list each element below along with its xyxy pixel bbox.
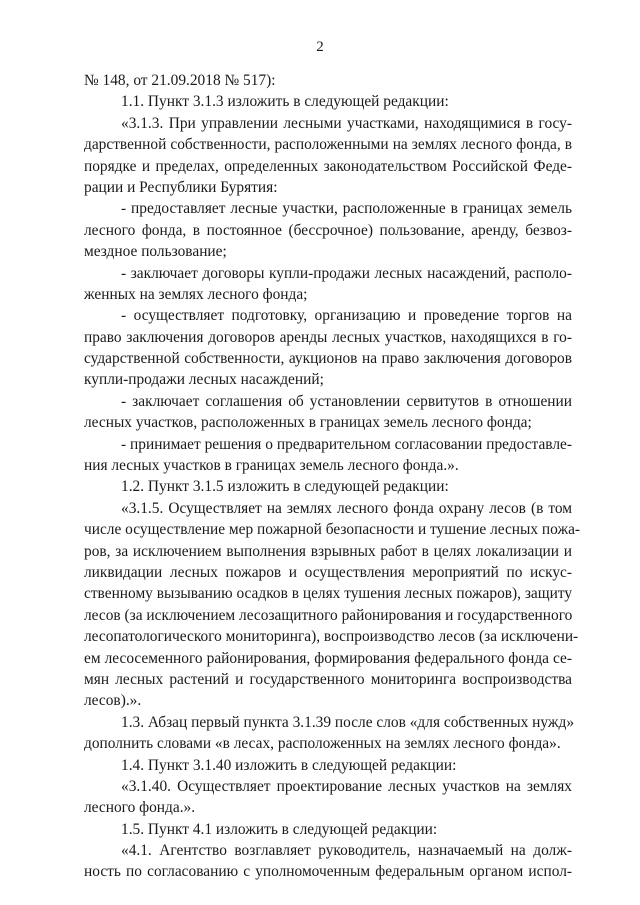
text-line: ем лесосеменного районирования, формирования федерального фонда се- xyxy=(84,649,572,667)
text-line: ность по согласованию с уполномоченным федеральным органом испол- xyxy=(84,863,572,881)
text-line: купли-продажи лесных насаждений; xyxy=(84,371,324,389)
text-line: ликвидации лесных пожаров и осуществления мероприятий по искус- xyxy=(84,563,572,581)
text-line: 1.2. Пункт 3.1.5 изложить в следующей редакции: xyxy=(121,478,449,496)
text-line: дополнить словами «в лесах, расположенных на землях лесного фонда». xyxy=(84,735,561,753)
page-number: 2 xyxy=(316,39,324,55)
text-line: «3.1.3. При управлении лесными участками, находящимися в госу- xyxy=(121,114,572,132)
text-line: числе осуществление мер пожарной безопасности и тушение лесных пожа- xyxy=(84,521,581,539)
text-line: «4.1. Агентство возглавляет руководитель, назначаемый на долж- xyxy=(121,842,572,860)
text-line: - принимает решения о предварительном согласовании предоставле- xyxy=(121,435,572,453)
text-line: - заключает соглашения об установлении сервитутов в отношении xyxy=(121,392,572,410)
text-line: 1.1. Пункт 3.1.3 изложить в следующей редакции: xyxy=(121,93,449,111)
text-line: женных на землях лесного фонда; xyxy=(84,285,308,303)
text-line: «3.1.40. Осуществляет проектирование лесных участков на землях xyxy=(121,777,572,795)
text-line: сударственной собственности, аукционов на право заключения договоров xyxy=(84,350,572,368)
text-line: право заключения договоров аренды лесных участков, находящихся в го- xyxy=(84,328,572,346)
text-line: порядке и пределах, определенных законодательством Российской Феде- xyxy=(84,157,572,175)
document-body xyxy=(84,70,581,883)
text-line: дарственной собственности, расположенными на землях лесного фонда, в xyxy=(84,136,572,154)
text-line: «3.1.5. Осуществляет на землях лесного фонда охрану лесов (в том xyxy=(121,499,572,517)
text-line: 1.3. Абзац первый пункта 3.1.39 после слов «для собственных нужд» xyxy=(121,713,575,731)
text-line: - предоставляет лесные участки, расположенные в границах земель xyxy=(121,200,572,218)
text-line: лесного фонда, в постоянное (бессрочное) пользование, аренду, безвоз- xyxy=(84,221,572,239)
text-line: лесных участков, расположенных в границах земель лесного фонда; xyxy=(84,414,532,432)
text-line: мездное пользование; xyxy=(84,243,227,261)
text-line: лесов).». xyxy=(84,692,142,710)
text-line: № 148, от 21.09.2018 № 517): xyxy=(84,72,276,89)
text-line: лесного фонда.». xyxy=(84,799,196,817)
text-line: мян лесных растений и государственного мониторинга воспроизводства xyxy=(84,670,572,688)
text-line: ров, за исключением выполнения взрывных работ в целях локализации и xyxy=(84,542,572,560)
text-line: лесов (за исключением лесозащитного районирования и государственного xyxy=(84,606,573,624)
text-line: рации и Республики Бурятия: xyxy=(84,178,278,196)
text-line: 1.4. Пункт 3.1.40 изложить в следующей редакции: xyxy=(121,756,457,774)
text-line: ственному вызыванию осадков в целях тушения лесных пожаров), защиту xyxy=(84,585,573,603)
text-line: лесопатологического мониторинга), воспроизводство лесов (за исключени- xyxy=(84,628,579,646)
text-line: - осуществляет подготовку, организацию и проведение торгов на xyxy=(121,307,572,325)
text-line: - заключает договоры купли-продажи лесных насаждений, располо- xyxy=(121,264,572,282)
text-line: ния лесных участков в границах земель лесного фонда.». xyxy=(84,457,459,475)
text-line: 1.5. Пункт 4.1 изложить в следующей редакции: xyxy=(121,820,438,838)
